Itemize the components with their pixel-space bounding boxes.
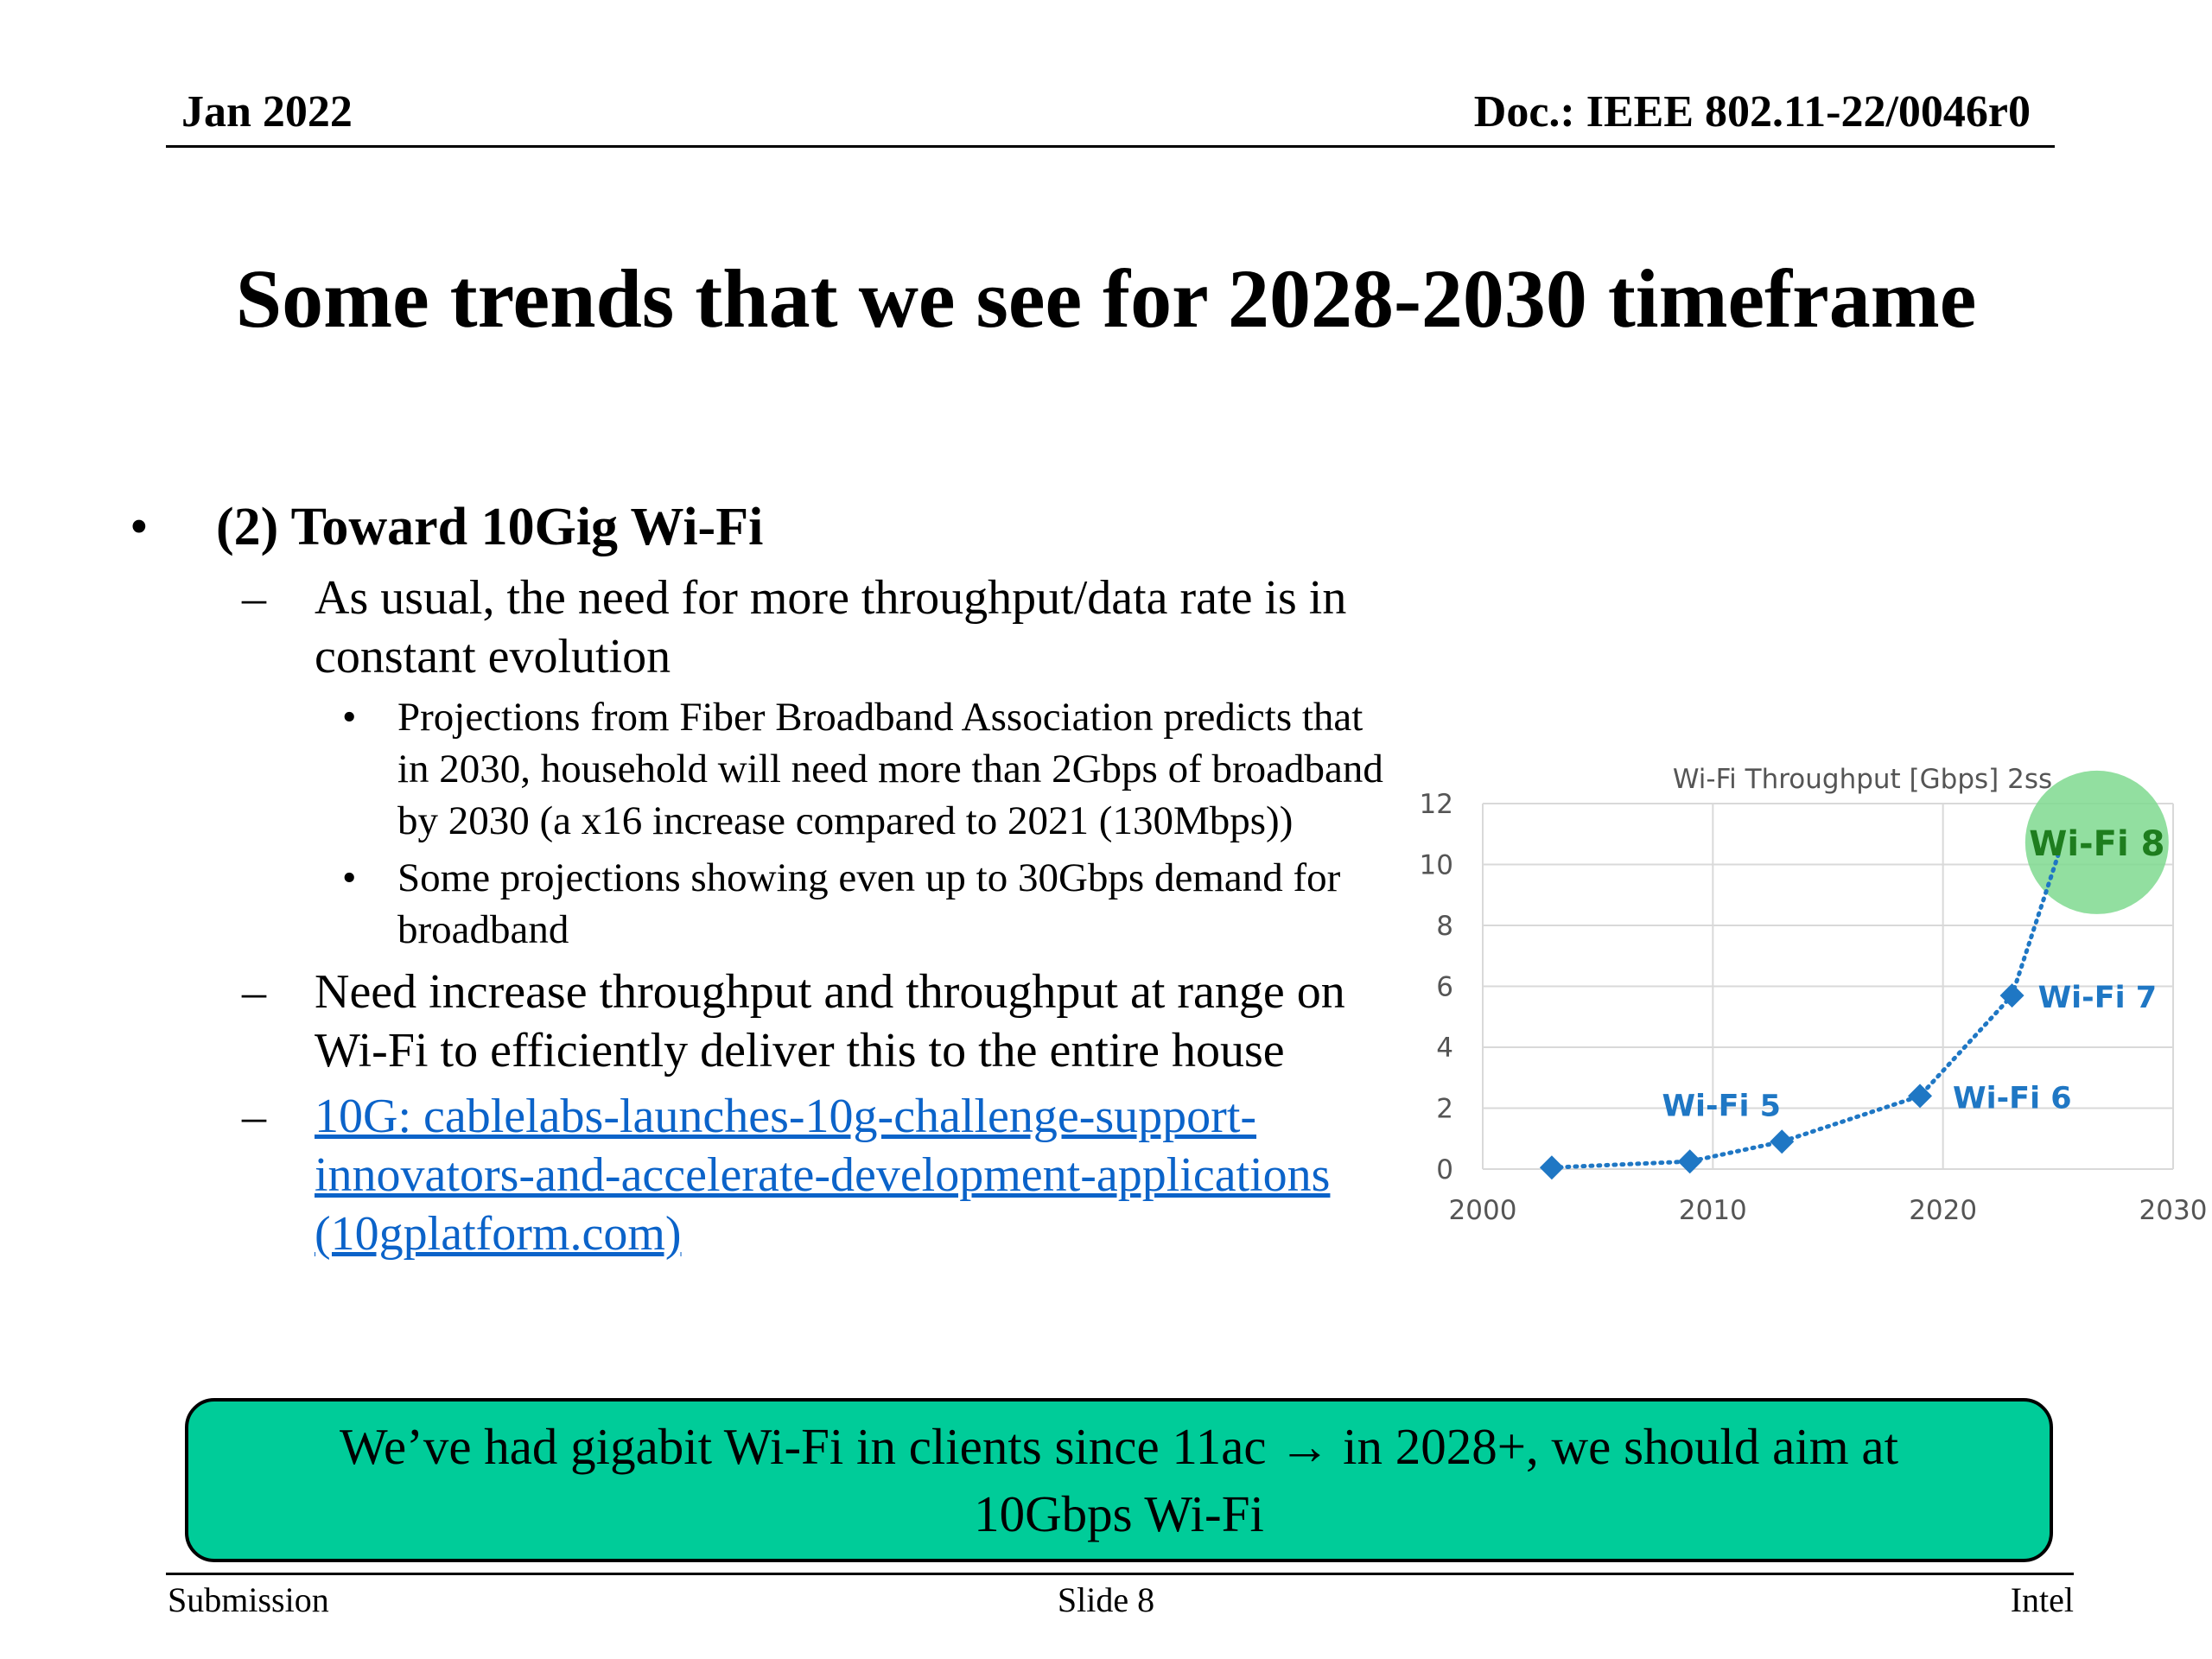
bullet-marker: • bbox=[342, 695, 357, 740]
footer-slide-number: Slide 8 bbox=[1057, 1580, 1155, 1619]
data-label: Wi-Fi 7 bbox=[2037, 981, 2158, 1016]
bullet-heading-text: (2) Toward 10Gig Wi-Fi bbox=[216, 498, 764, 556]
sub-bullet-link bbox=[130, 1087, 1391, 1263]
sub-bullet-throughput bbox=[130, 569, 1391, 686]
chart-title: Wi-Fi Throughput [Gbps] 2ss bbox=[1672, 764, 2053, 795]
data-label: Wi-Fi 6 bbox=[1953, 1081, 2072, 1116]
callout-box bbox=[185, 1398, 2053, 1562]
y-tick-label: 4 bbox=[1436, 1033, 1453, 1064]
sub-bullet-range bbox=[130, 963, 1391, 1080]
dash-marker: – bbox=[242, 571, 266, 625]
footer-submission: Submission bbox=[168, 1580, 329, 1619]
bullet-list bbox=[130, 493, 1391, 1263]
bullet-marker: • bbox=[130, 498, 149, 556]
x-tick-label: 2000 bbox=[1448, 1195, 1517, 1226]
y-tick-label: 8 bbox=[1436, 911, 1453, 942]
dash-marker: – bbox=[242, 1090, 266, 1143]
data-label: Wi-Fi 5 bbox=[1662, 1089, 1782, 1124]
y-tick-label: 6 bbox=[1436, 971, 1453, 1003]
data-point-marker bbox=[1770, 1129, 1794, 1154]
y-tick-label: 0 bbox=[1436, 1154, 1453, 1185]
sub-bullet-text: Need increase throughput and throughput at range on Wi-Fi to efficiently deliver this to the entire house bbox=[315, 965, 1345, 1077]
data-point-marker bbox=[1540, 1155, 1564, 1179]
sub-sub-bullet-30gbps bbox=[130, 852, 1391, 956]
sub-sub-bullet-text: Projections from Fiber Broadband Association predicts that in 2030, household will need more than 2Gbps of broadband by 2030 (a x16 increase compared to 2021 (130Mbps)) bbox=[397, 695, 1383, 843]
trend-line bbox=[1552, 855, 2058, 1167]
footer-company: Intel bbox=[2010, 1580, 2074, 1619]
header-rule bbox=[166, 145, 2055, 148]
sub-sub-bullet-fba bbox=[130, 691, 1391, 847]
x-tick-label: 2020 bbox=[1909, 1195, 1978, 1226]
sub-bullet-text: As usual, the need for more throughput/data rate is in constant evolution bbox=[315, 571, 1347, 683]
x-tick-label: 2030 bbox=[2139, 1195, 2208, 1226]
y-tick-label: 10 bbox=[1419, 849, 1453, 881]
x-tick-label: 2010 bbox=[1678, 1195, 1747, 1226]
header-date: Jan 2022 bbox=[181, 87, 353, 137]
footer-rule bbox=[166, 1573, 2074, 1575]
throughput-chart bbox=[1400, 756, 2212, 1240]
slide-title: Some trends that we see for 2028-2030 timeframe bbox=[235, 252, 1977, 345]
dash-marker: – bbox=[242, 965, 266, 1019]
bullet-marker: • bbox=[342, 855, 357, 900]
y-tick-label: 12 bbox=[1419, 789, 1453, 820]
data-label: Wi-Fi 8 bbox=[2029, 823, 2165, 864]
cablelabs-10g-link[interactable]: 10G: cablelabs-launches-10g-challenge-support-innovators-and-accelerate-development-applications (10gplatform.com) bbox=[315, 1090, 1331, 1261]
chart-svg bbox=[1400, 756, 2212, 1240]
header-doc-id: Doc.: IEEE 802.11-22/0046r0 bbox=[1473, 87, 2031, 137]
bullet-heading bbox=[130, 493, 1391, 562]
sub-sub-bullet-text: Some projections showing even up to 30Gbps demand for broadband bbox=[397, 855, 1341, 952]
y-tick-label: 2 bbox=[1436, 1093, 1453, 1125]
callout-text: We’ve had gigabit Wi-Fi in clients since 11ac → in 2028+, we should aim at 10Gbps Wi-Fi bbox=[340, 1418, 1898, 1542]
